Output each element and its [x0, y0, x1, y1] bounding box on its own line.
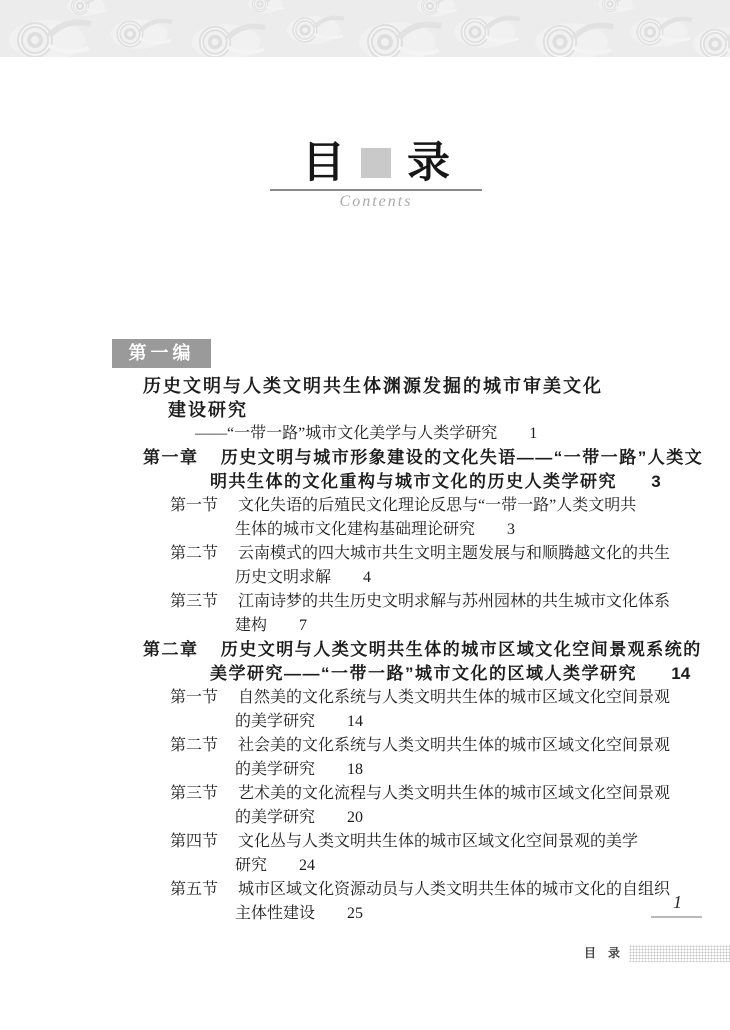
entry-page-number: 14 — [671, 664, 691, 683]
entry-label: 第五节 — [170, 881, 219, 898]
toc-entry-section-line-1 — [0, 782, 730, 806]
part-title-text: 建设研究 — [168, 400, 248, 420]
footer-dot-strip — [629, 945, 730, 962]
toc — [0, 374, 730, 926]
entry-text: 文化失语的后殖民文化理论反思与“一带一路”人类文明共 — [238, 497, 637, 514]
toc-entry-section-line-1 — [0, 830, 730, 854]
toc-entry-section-line-1 — [0, 686, 730, 710]
entry-label: 第一节 — [170, 497, 219, 514]
entry-page-number: 14 — [347, 713, 364, 730]
toc-entry-section-line-1 — [0, 542, 730, 566]
corner-page-rule — [651, 916, 702, 918]
corner-page-number: 1 — [673, 892, 682, 912]
toc-entry-section-line-2 — [0, 518, 730, 542]
entry-label: 第二章 — [143, 640, 199, 659]
entry-label: 第一章 — [143, 448, 199, 467]
toc-entry-chapter-2-line-2 — [0, 662, 730, 686]
toc-entry-section-line-1 — [0, 590, 730, 614]
entry-page-number: 1 — [529, 425, 538, 442]
part-title-text: 历史文明与人类文明共生体渊源发掘的城市审美文化 — [143, 376, 603, 396]
toc-entry-section-line-2 — [0, 566, 730, 590]
entry-label: 第三节 — [170, 785, 219, 802]
entry-text: 明共生体的文化重构与城市文化的历史人类学研究 — [210, 472, 617, 491]
toc-entry-section-line-2 — [0, 710, 730, 734]
entry-text: 历史文明求解 — [235, 569, 332, 586]
entry-page-number: 4 — [363, 569, 372, 586]
entry-text: 生体的城市文化建构基础理论研究 — [235, 521, 476, 538]
entry-label: 第四节 — [170, 833, 219, 850]
cloud-pattern-banner — [0, 0, 730, 57]
running-footer-title: 目 录 — [584, 946, 621, 960]
entry-text: 建构 — [235, 617, 268, 634]
entry-label: 第二节 — [170, 545, 219, 562]
entry-page-number: 20 — [347, 809, 364, 826]
toc-entry-chapter-2-line-1 — [0, 638, 730, 662]
entry-text: 主体性建设 — [235, 905, 316, 922]
entry-label: 第三节 — [170, 593, 219, 610]
entry-text: 的美学研究 — [235, 761, 316, 778]
entry-text: 江南诗梦的共生历史文明求解与苏州园林的共生城市文化体系 — [238, 593, 671, 610]
entry-text: 云南模式的四大城市共生文明主题发展与和顺腾越文化的共生 — [238, 545, 671, 562]
title-decorative-square — [361, 148, 391, 178]
entry-text: 历史文明与人类文明共生体的城市区域文化空间景观系统的 — [220, 640, 702, 659]
part-subtitle-text: ——“一带一路”城市文化美学与人类学研究 — [195, 425, 498, 442]
toc-entry-section-line-2 — [0, 758, 730, 782]
title-char-second: 录 — [407, 139, 450, 187]
entry-page-number: 7 — [299, 617, 308, 634]
entry-page-number: 25 — [347, 905, 364, 922]
entry-text: 的美学研究 — [235, 713, 316, 730]
entry-page-number: 24 — [299, 857, 316, 874]
entry-label: 第一节 — [170, 689, 219, 706]
toc-entry-section-line-1 — [0, 734, 730, 758]
title-char-first: 目 — [302, 139, 345, 187]
entry-text: 城市区域文化资源动员与人类文明共生体的城市文化的自组织 — [238, 881, 671, 898]
entry-text: 美学研究——“一带一路”城市文化的区域人类学研究 — [210, 664, 637, 683]
part-subtitle-line — [0, 422, 730, 446]
toc-entry-section-line-1 — [0, 494, 730, 518]
title-divider — [270, 189, 482, 191]
toc-entry-section-line-2 — [0, 614, 730, 638]
entry-page-number: 3 — [651, 472, 661, 491]
toc-entry-section-line-2 — [0, 806, 730, 830]
part-badge: 第一编 — [112, 339, 211, 368]
part-title-line-2 — [0, 398, 730, 422]
entry-text: 社会美的文化系统与人类文明共生体的城市区域文化空间景观 — [238, 737, 671, 754]
page-title-block — [270, 141, 482, 211]
entry-page-number: 3 — [507, 521, 516, 538]
entry-text: 历史文明与城市形象建设的文化失语——“一带一路”人类文 — [220, 448, 704, 467]
entry-text: 自然美的文化系统与人类文明共生体的城市区域文化空间景观 — [238, 689, 671, 706]
toc-entry-section-line-2 — [0, 902, 730, 926]
toc-entry-section-line-2 — [0, 854, 730, 878]
entry-text: 文化丛与人类文明共生体的城市区域文化空间景观的美学 — [238, 833, 639, 850]
entry-page-number: 18 — [347, 761, 364, 778]
toc-entry-chapter-1-line-1 — [0, 446, 730, 470]
entry-text: 研究 — [235, 857, 268, 874]
page-title — [270, 141, 482, 185]
part-title-line-1 — [0, 374, 730, 398]
toc-entry-section-line-1 — [0, 878, 730, 902]
entry-label: 第二节 — [170, 737, 219, 754]
toc-entry-chapter-1-line-2 — [0, 470, 730, 494]
contents-subtitle: Contents — [339, 193, 413, 210]
entry-text: 的美学研究 — [235, 809, 316, 826]
entry-text: 艺术美的文化流程与人类文明共生体的城市区域文化空间景观 — [238, 785, 671, 802]
